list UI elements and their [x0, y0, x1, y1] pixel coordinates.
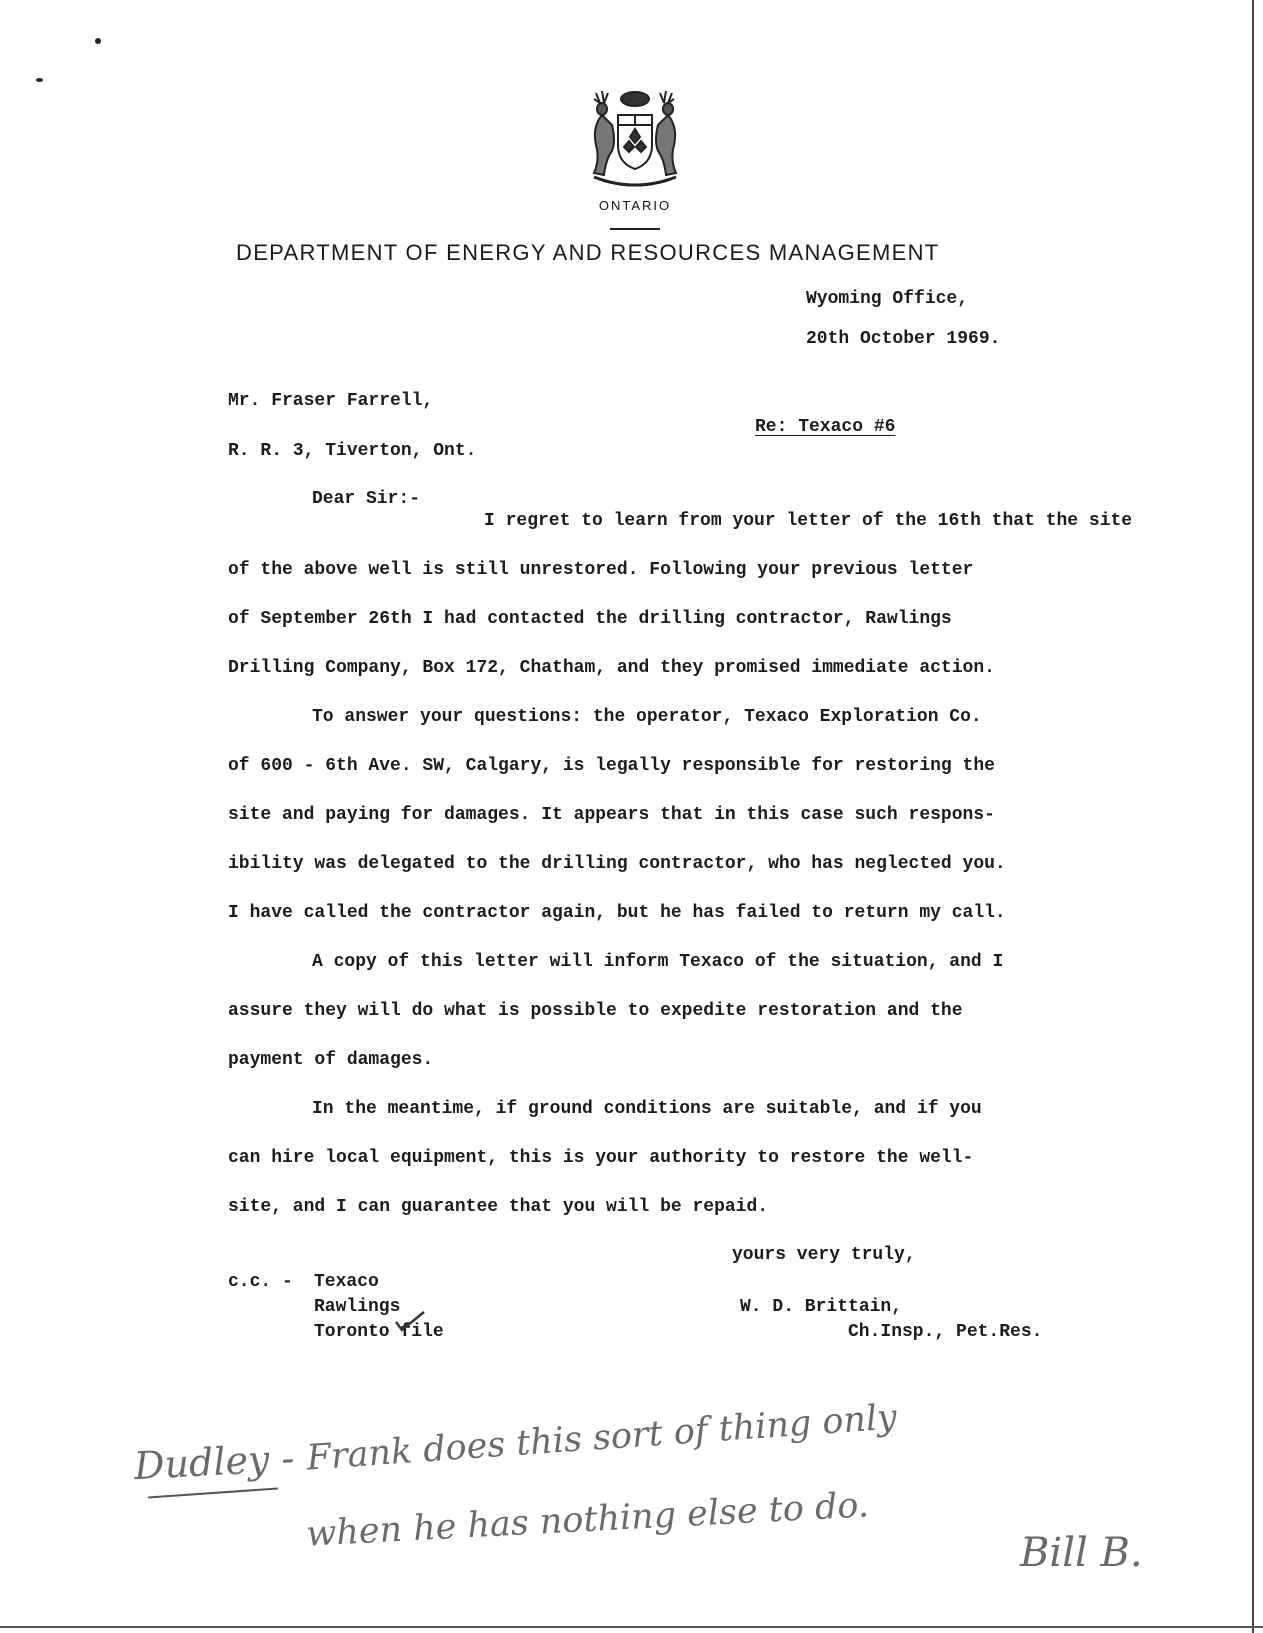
body-line: Drilling Company, Box 172, Chatham, and they promised immediate action.	[228, 658, 995, 678]
recipient-name: Mr. Fraser Farrell,	[228, 391, 434, 411]
body-line: A copy of this letter will inform Texaco of the situation, and I	[312, 952, 1004, 972]
signatory-name: W. D. Brittain,	[740, 1297, 903, 1317]
emblem-divider	[610, 228, 660, 230]
check-mark-icon	[394, 1310, 426, 1332]
salutation: Dear Sir:-	[312, 489, 421, 509]
cc-recipient: Toronto file	[314, 1322, 444, 1342]
closing: yours very truly,	[732, 1245, 916, 1265]
cc-recipient: Texaco	[314, 1272, 379, 1292]
signatory-title: Ch.Insp., Pet.Res.	[848, 1322, 1043, 1342]
body-line: of 600 - 6th Ave. SW, Calgary, is legally responsible for restoring the	[228, 756, 995, 776]
body-line: To answer your questions: the operator, Texaco Exploration Co.	[312, 707, 982, 727]
body-line: of September 26th I had contacted the drilling contractor, Rawlings	[228, 609, 952, 629]
scan-edge-bottom	[0, 1626, 1263, 1628]
body-line: I regret to learn from your letter of the 16th that the site	[484, 511, 1133, 531]
recipient-address: R. R. 3, Tiverton, Ont.	[228, 441, 477, 461]
emblem-caption: ONTARIO	[598, 198, 672, 213]
department-heading: DEPARTMENT OF ENERGY AND RESOURCES MANAGEMENT	[236, 240, 940, 265]
handwritten-underline	[148, 1487, 278, 1498]
scan-speck	[95, 38, 101, 44]
handwritten-signature: Bill B.	[1020, 1530, 1143, 1576]
cc-label: c.c. -	[228, 1272, 293, 1292]
body-line: In the meantime, if ground conditions are suitable, and if you	[312, 1099, 982, 1119]
handwritten-note-line: Frank does this sort of thing only	[305, 1397, 899, 1479]
scan-speck	[36, 78, 43, 82]
scan-edge-right	[1252, 0, 1254, 1633]
body-line: can hire local equipment, this is your authority to restore the well-	[228, 1148, 974, 1168]
cc-recipient: Rawlings	[314, 1297, 401, 1317]
body-line: site, and I can guarantee that you will be repaid.	[228, 1197, 769, 1217]
body-line: payment of damages.	[228, 1050, 434, 1070]
ontario-coat-of-arms-icon	[580, 85, 690, 195]
sender-office: Wyoming Office,	[806, 289, 969, 309]
body-line: assure they will do what is possible to expedite restoration and the	[228, 1001, 963, 1021]
body-line: ibility was delegated to the drilling contractor, who has neglected you.	[228, 854, 1006, 874]
handwritten-addressee: Dudley -	[132, 1435, 296, 1489]
handwritten-note-line: when he has nothing else to do.	[305, 1485, 870, 1555]
subject-line: Re: Texaco #6	[755, 417, 896, 437]
body-line: of the above well is still unrestored. Following your previous letter	[228, 560, 974, 580]
body-line: I have called the contractor again, but he has failed to return my call.	[228, 903, 1006, 923]
letter-date: 20th October 1969.	[806, 329, 1001, 349]
body-line: site and paying for damages. It appears that in this case such respons-	[228, 805, 995, 825]
